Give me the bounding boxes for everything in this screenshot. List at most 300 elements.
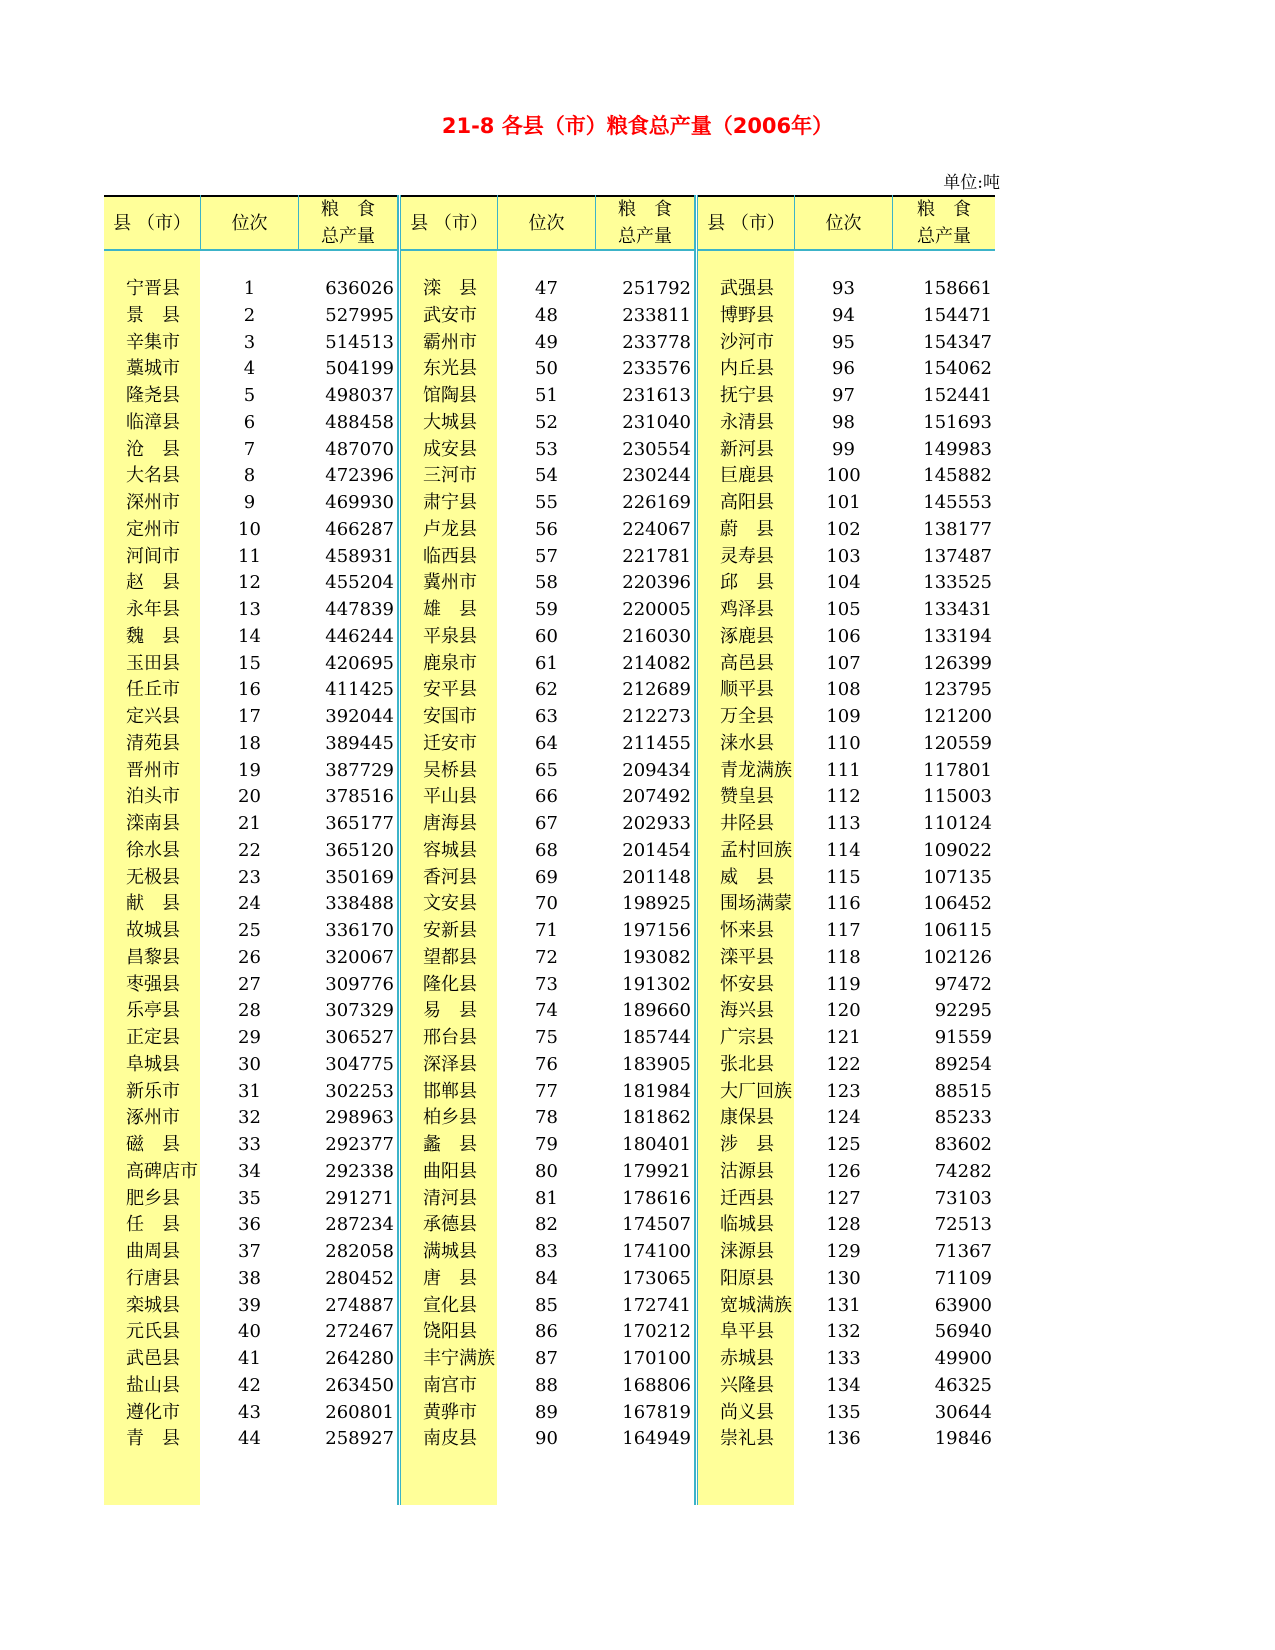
rank-value: 55 (535, 492, 558, 513)
production-value: 292338 (325, 1160, 394, 1182)
county-name: 满城县 (423, 1241, 477, 1262)
production-value: 154062 (923, 358, 992, 380)
county-name: 滦南县 (126, 813, 180, 834)
production-value: 458931 (325, 545, 394, 567)
county-name: 隆尧县 (126, 385, 180, 406)
rank-value: 72 (535, 946, 558, 968)
table-row (104, 1345, 995, 1373)
rank-value: 25 (238, 920, 261, 941)
county-name: 平山县 (423, 786, 477, 808)
county-name: 景 县 (126, 304, 180, 326)
rank-value: 115 (826, 866, 861, 888)
production-value: 198925 (622, 893, 691, 915)
county-name: 青 县 (126, 1428, 180, 1450)
production-value: 466287 (325, 518, 394, 540)
production-value: 488458 (325, 411, 394, 433)
county-name: 蠡 县 (423, 1134, 477, 1155)
production-value: 137487 (923, 545, 992, 567)
county-name: 兴隆县 (720, 1374, 774, 1396)
rank-value: 40 (238, 1321, 261, 1343)
table-row (104, 971, 995, 999)
production-value: 107135 (923, 866, 992, 888)
county-name: 大名县 (126, 465, 180, 487)
production-value: 71367 (934, 1241, 992, 1262)
production-value: 120559 (923, 732, 992, 754)
county-name: 阜平县 (720, 1321, 774, 1343)
table-row (104, 1425, 995, 1453)
rank-value: 13 (238, 599, 261, 620)
county-name: 盐山县 (126, 1374, 180, 1396)
rank-value: 54 (535, 465, 558, 487)
production-value: 19846 (934, 1428, 992, 1450)
rank-value: 78 (535, 1107, 558, 1129)
rank-value: 88 (535, 1374, 558, 1396)
rank-value: 20 (238, 786, 261, 808)
table-row (104, 1238, 995, 1266)
production-value: 230244 (622, 465, 691, 487)
rank-value: 8 (243, 465, 256, 487)
table-row (104, 730, 995, 758)
table-row (104, 623, 995, 651)
rank-value: 2 (243, 304, 256, 326)
county-name: 涞水县 (720, 732, 774, 754)
production-value: 338488 (325, 893, 394, 915)
production-value: 207492 (622, 786, 691, 808)
table-row (104, 944, 995, 972)
table-row (104, 837, 995, 865)
rank-value: 81 (535, 1187, 558, 1209)
rank-value: 105 (826, 599, 861, 620)
rank-value: 62 (535, 679, 558, 701)
rank-value: 104 (826, 572, 861, 594)
production-value: 307329 (325, 1000, 394, 1022)
rank-value: 110 (826, 732, 861, 754)
production-value: 152441 (923, 385, 992, 406)
rank-value: 16 (238, 679, 261, 701)
rank-value: 121 (826, 1027, 861, 1048)
production-value: 306527 (325, 1027, 394, 1048)
county-name: 磁 县 (126, 1134, 180, 1155)
production-value: 170100 (622, 1348, 691, 1369)
production-value: 446244 (325, 625, 394, 647)
rank-value: 59 (535, 599, 558, 620)
production-value: 133431 (923, 599, 992, 620)
county-name: 藁城市 (126, 358, 180, 380)
rank-value: 18 (238, 732, 261, 754)
production-value: 292377 (325, 1134, 394, 1155)
rank-value: 69 (535, 866, 558, 888)
rank-value: 85 (535, 1294, 558, 1316)
production-value: 224067 (622, 518, 691, 540)
production-value: 233811 (622, 304, 691, 326)
production-value: 392044 (325, 706, 394, 727)
county-name: 定兴县 (126, 706, 180, 727)
rank-value: 5 (243, 385, 256, 406)
county-name: 涉 县 (720, 1134, 774, 1155)
header-production-line2: 总产量 (618, 226, 672, 247)
production-value: 180401 (622, 1134, 691, 1155)
production-value: 230554 (622, 438, 691, 460)
production-value: 472396 (325, 465, 394, 487)
county-name: 涞源县 (720, 1241, 774, 1262)
production-value: 411425 (325, 679, 394, 701)
table-row (104, 1211, 995, 1239)
rank-value: 28 (238, 1000, 261, 1022)
county-name: 饶阳县 (423, 1321, 477, 1343)
production-value: 282058 (325, 1241, 394, 1262)
rank-value: 127 (826, 1187, 861, 1209)
rank-value: 71 (535, 920, 558, 941)
county-name: 玉田县 (126, 652, 180, 674)
rank-value: 38 (238, 1267, 261, 1289)
table-row (104, 1104, 995, 1132)
production-value: 193082 (622, 946, 691, 968)
county-name: 馆陶县 (423, 385, 477, 406)
county-name: 宁晋县 (126, 278, 180, 299)
county-name: 万全县 (720, 706, 774, 727)
production-value: 181862 (622, 1107, 691, 1129)
production-value: 226169 (622, 492, 691, 513)
rank-value: 103 (826, 545, 861, 567)
production-value: 115003 (923, 786, 992, 808)
production-value: 202933 (622, 813, 691, 834)
county-name: 卢龙县 (423, 518, 477, 540)
table-row (104, 1078, 995, 1106)
rank-value: 64 (535, 732, 558, 754)
production-value: 172741 (622, 1294, 691, 1316)
county-name: 涿州市 (126, 1107, 180, 1129)
county-name: 邯郸县 (423, 1080, 477, 1102)
production-value: 170212 (622, 1321, 691, 1343)
table-row (104, 676, 995, 704)
county-name: 故城县 (126, 920, 180, 941)
production-value: 514513 (325, 331, 394, 353)
header-rank: 位次 (231, 212, 268, 234)
county-name: 南宫市 (423, 1374, 477, 1396)
county-name: 香河县 (423, 866, 477, 888)
production-value: 251792 (622, 278, 691, 299)
production-value: 117801 (923, 759, 992, 781)
table-row (104, 516, 995, 544)
production-value: 320067 (325, 946, 394, 968)
table-row (104, 890, 995, 918)
production-value: 133194 (923, 625, 992, 647)
rank-value: 42 (238, 1374, 261, 1396)
production-value: 231613 (622, 385, 691, 406)
county-name: 宽城满族 (720, 1294, 792, 1316)
county-name: 成安县 (423, 438, 477, 460)
production-value: 350169 (325, 866, 394, 888)
header-production (893, 197, 995, 249)
county-name: 南皮县 (423, 1428, 477, 1450)
rank-value: 99 (832, 438, 855, 460)
county-name: 崇礼县 (720, 1428, 774, 1450)
production-value: 174100 (622, 1241, 691, 1262)
table-row (104, 382, 995, 410)
header-production-line1: 粮 食 (321, 199, 375, 220)
header-production-line2: 总产量 (321, 226, 375, 247)
county-name: 迁西县 (720, 1187, 774, 1209)
county-name: 临城县 (720, 1214, 774, 1236)
rank-value: 79 (535, 1134, 558, 1155)
production-value: 258927 (325, 1428, 394, 1450)
rank-value: 133 (826, 1348, 861, 1369)
county-name: 井陉县 (720, 813, 774, 834)
production-value: 636026 (325, 278, 394, 299)
page-title: 21-8 各县（市）粮食总产量（2006年） (441, 114, 834, 138)
rank-value: 114 (826, 839, 861, 861)
production-value: 498037 (325, 385, 394, 406)
table-row (104, 1399, 995, 1427)
rank-value: 56 (535, 518, 558, 540)
production-value: 216030 (622, 625, 691, 647)
production-value: 201454 (622, 839, 691, 861)
county-name: 滦 县 (423, 278, 477, 299)
production-value: 336170 (325, 920, 394, 941)
rank-value: 4 (243, 358, 256, 380)
rank-value: 117 (826, 920, 861, 941)
county-name: 吴桥县 (423, 759, 477, 781)
rank-value: 76 (535, 1053, 558, 1075)
rank-value: 131 (826, 1294, 861, 1316)
data-table (104, 195, 995, 1505)
rank-value: 41 (238, 1348, 261, 1369)
rank-value: 1 (243, 278, 256, 299)
county-name: 沙河市 (720, 331, 774, 353)
rank-value: 108 (826, 679, 861, 701)
rank-value: 29 (238, 1027, 261, 1048)
production-value: 63900 (934, 1294, 992, 1316)
rank-value: 58 (535, 572, 558, 594)
county-name: 滦平县 (720, 946, 774, 968)
county-name: 鹿泉市 (423, 652, 477, 674)
county-name: 元氏县 (126, 1321, 180, 1343)
table-row (104, 864, 995, 892)
county-name: 定州市 (126, 518, 180, 540)
rank-value: 19 (238, 759, 261, 781)
county-name: 博野县 (720, 304, 774, 326)
rank-value: 129 (826, 1241, 861, 1262)
county-name: 高阳县 (720, 492, 774, 513)
county-name: 曲阳县 (423, 1160, 477, 1182)
rank-value: 31 (238, 1080, 261, 1102)
production-value: 88515 (934, 1080, 992, 1102)
rank-value: 113 (826, 813, 861, 834)
production-value: 220005 (622, 599, 691, 620)
county-name: 深州市 (126, 492, 180, 513)
production-value: 302253 (325, 1080, 394, 1102)
table-row (104, 703, 995, 731)
production-value: 91559 (934, 1027, 992, 1048)
production-value: 110124 (923, 813, 992, 834)
county-name: 赞皇县 (720, 786, 774, 808)
table-row (104, 329, 995, 357)
county-name: 阳原县 (720, 1267, 774, 1289)
county-name: 沽源县 (720, 1160, 774, 1182)
table-row (104, 1051, 995, 1079)
production-value: 447839 (325, 599, 394, 620)
production-value: 185744 (622, 1027, 691, 1048)
county-name: 遵化市 (126, 1401, 180, 1423)
table-row (104, 1318, 995, 1346)
rank-value: 112 (826, 786, 861, 808)
county-name: 无极县 (126, 866, 180, 888)
rank-value: 98 (832, 411, 855, 433)
county-name: 围场满蒙 (720, 893, 792, 915)
production-value: 145553 (923, 492, 992, 513)
county-name: 邱 县 (720, 572, 774, 594)
rank-value: 90 (535, 1428, 558, 1450)
rank-value: 130 (826, 1267, 861, 1289)
county-name: 魏 县 (126, 625, 180, 647)
production-value: 378516 (325, 786, 394, 808)
production-value: 420695 (325, 652, 394, 674)
county-name: 临西县 (423, 545, 477, 567)
rank-value: 124 (826, 1107, 861, 1129)
rank-value: 17 (238, 706, 261, 727)
county-name: 唐海县 (423, 813, 477, 834)
rank-value: 15 (238, 652, 261, 674)
county-name: 枣强县 (126, 973, 180, 995)
county-name: 昌黎县 (126, 946, 180, 968)
rank-value: 60 (535, 625, 558, 647)
county-name: 顺平县 (720, 679, 774, 701)
rank-value: 63 (535, 706, 558, 727)
production-value: 309776 (325, 973, 394, 995)
rank-value: 14 (238, 625, 261, 647)
production-value: 145882 (923, 465, 992, 487)
production-value: 365177 (325, 813, 394, 834)
rank-value: 116 (826, 893, 861, 915)
production-value: 189660 (622, 1000, 691, 1022)
rank-value: 26 (238, 946, 261, 968)
county-name: 康保县 (720, 1107, 774, 1129)
table-row (104, 1265, 995, 1293)
rank-value: 3 (243, 331, 256, 353)
production-value: 154347 (923, 331, 992, 353)
county-name: 三河市 (423, 465, 477, 487)
production-value: 71109 (934, 1267, 992, 1289)
rank-value: 37 (238, 1241, 261, 1262)
table-row (104, 409, 995, 437)
county-name: 东光县 (423, 358, 477, 380)
county-name: 武强县 (720, 278, 774, 299)
county-name: 沧 县 (126, 438, 180, 460)
production-value: 231040 (622, 411, 691, 433)
production-value: 387729 (325, 759, 394, 781)
rank-value: 57 (535, 545, 558, 567)
rank-value: 43 (238, 1401, 261, 1423)
rank-value: 111 (826, 759, 861, 781)
county-name: 邢台县 (423, 1027, 477, 1048)
header-production-line2: 总产量 (917, 226, 971, 247)
rank-value: 11 (238, 545, 261, 567)
county-name: 赤城县 (720, 1348, 774, 1369)
production-value: 174507 (622, 1214, 691, 1236)
production-value: 197156 (622, 920, 691, 941)
county-name: 行唐县 (126, 1267, 180, 1289)
rank-value: 87 (535, 1348, 558, 1369)
production-value: 158661 (923, 278, 992, 299)
production-value: 221781 (622, 545, 691, 567)
county-name: 曲周县 (126, 1241, 180, 1262)
rank-value: 66 (535, 786, 558, 808)
county-name: 迁安市 (423, 732, 477, 754)
county-name: 霸州市 (423, 331, 477, 353)
production-value: 291271 (325, 1187, 394, 1209)
county-name: 尚义县 (720, 1401, 774, 1423)
rank-value: 73 (535, 973, 558, 995)
rank-value: 132 (826, 1321, 861, 1343)
header-rank: 位次 (825, 212, 862, 234)
production-value: 49900 (934, 1348, 992, 1369)
county-name: 怀来县 (720, 920, 774, 941)
rank-value: 27 (238, 973, 261, 995)
table-row (104, 489, 995, 517)
table-row (104, 757, 995, 785)
rank-value: 106 (826, 625, 861, 647)
county-name: 柏乡县 (423, 1107, 477, 1129)
county-name: 大厂回族 (720, 1080, 792, 1102)
rank-value: 95 (832, 331, 855, 353)
production-value: 106452 (923, 893, 992, 915)
rank-value: 125 (826, 1134, 861, 1155)
production-value: 233576 (622, 358, 691, 380)
header-rank: 位次 (528, 212, 565, 234)
production-value: 123795 (923, 679, 992, 701)
rank-value: 51 (535, 385, 558, 406)
production-value: 209434 (622, 759, 691, 781)
rank-value: 47 (535, 278, 558, 299)
production-value: 74282 (934, 1160, 992, 1182)
county-name: 清苑县 (126, 732, 180, 754)
rank-value: 120 (826, 1000, 861, 1022)
rank-value: 122 (826, 1053, 861, 1075)
production-value: 154471 (923, 304, 992, 326)
county-name: 深泽县 (423, 1053, 477, 1075)
rank-value: 94 (832, 304, 855, 326)
production-value: 365120 (325, 839, 394, 861)
county-name: 正定县 (126, 1027, 180, 1048)
header-production-line1: 粮 食 (618, 199, 672, 220)
table-row (104, 810, 995, 838)
table-row (104, 1131, 995, 1159)
rank-value: 109 (826, 706, 861, 727)
county-name: 内丘县 (720, 358, 774, 380)
production-value: 85233 (934, 1107, 992, 1129)
header-production (596, 197, 694, 249)
rank-value: 52 (535, 411, 558, 433)
county-name: 赵 县 (126, 572, 180, 594)
rank-value: 34 (238, 1160, 261, 1182)
production-value: 181984 (622, 1080, 691, 1102)
rank-value: 67 (535, 813, 558, 834)
table-row (104, 1185, 995, 1213)
county-name: 河间市 (126, 545, 180, 567)
production-value: 504199 (325, 358, 394, 380)
production-value: 298963 (325, 1107, 394, 1129)
county-name: 灵寿县 (720, 545, 774, 567)
production-value: 280452 (325, 1267, 394, 1289)
table-row (104, 650, 995, 678)
county-name: 新河县 (720, 438, 774, 460)
header-county: 县 （市） (410, 212, 488, 234)
header-production (299, 197, 397, 249)
county-name: 平泉县 (423, 625, 477, 647)
county-name: 隆化县 (423, 973, 477, 995)
county-name: 大城县 (423, 411, 477, 433)
county-name: 献 县 (126, 893, 180, 915)
